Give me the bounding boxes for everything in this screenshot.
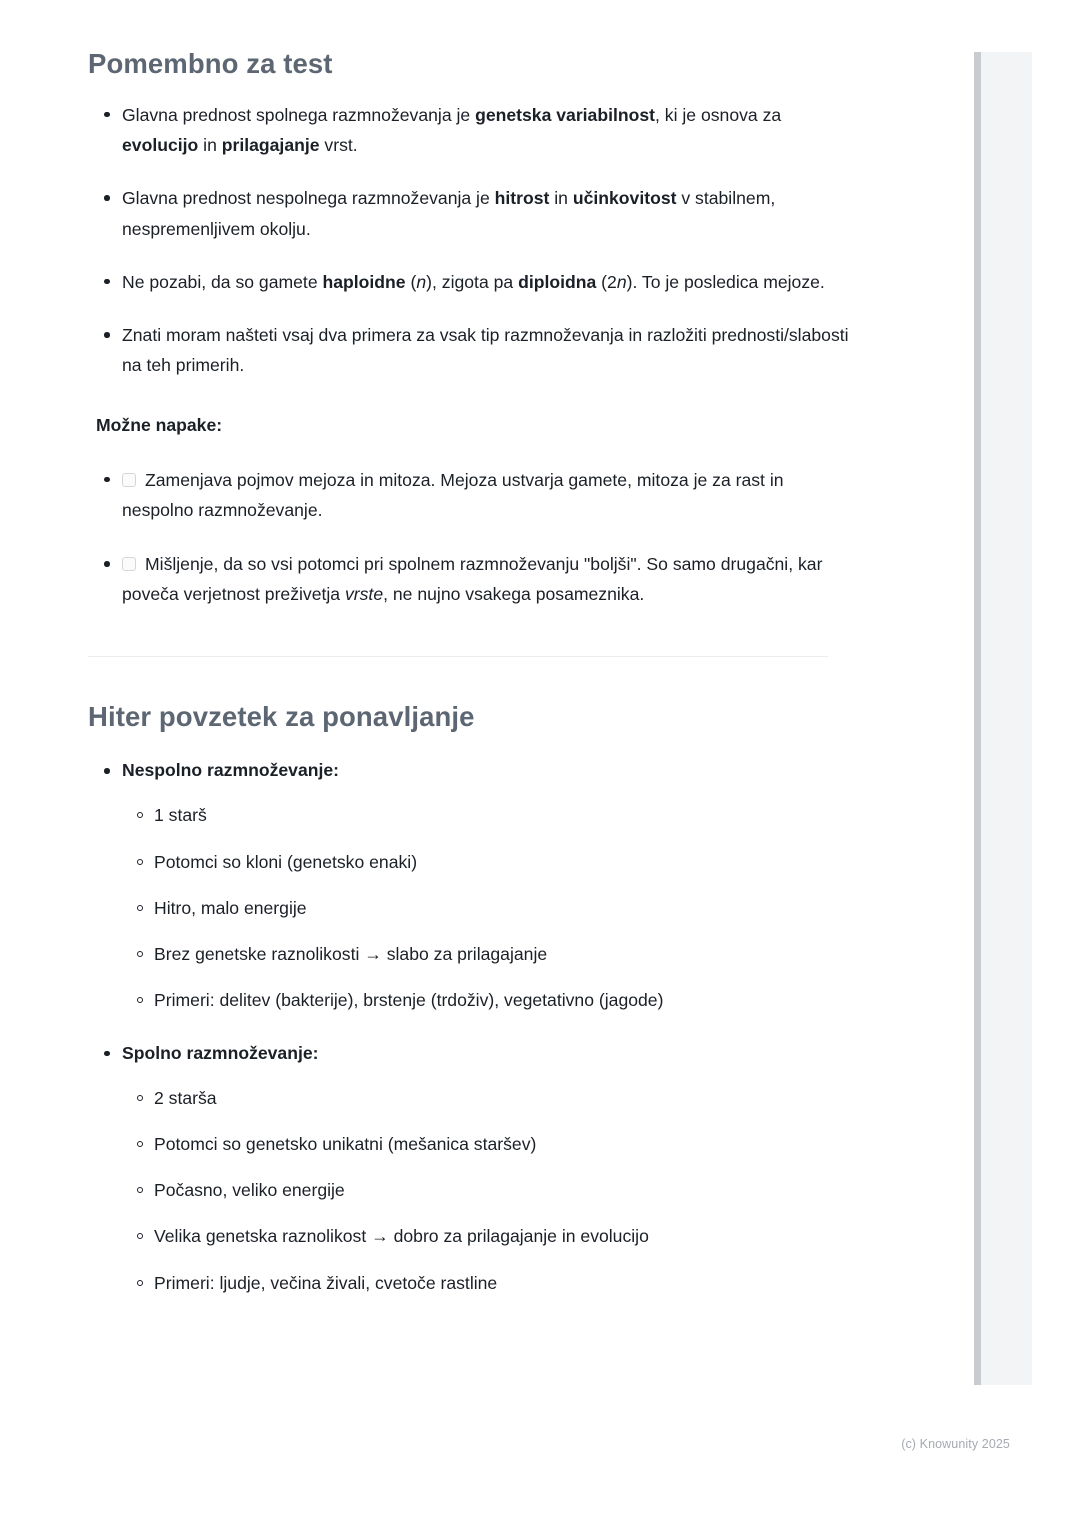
- text-run: Znati moram našteti vsaj dva primera za vsak tip razmnoževanja in razložiti prednosti/slabosti na teh primerih.: [122, 325, 849, 376]
- mistakes-heading: Možne napake:: [96, 414, 223, 435]
- right-scroll-panel: [974, 52, 1032, 1385]
- key-point-item: [88, 267, 852, 297]
- summary-group: [88, 1039, 852, 1297]
- key-points-list: [88, 100, 852, 381]
- summary-sub-item: Primeri: ljudje, večina živali, cvetoče rastline: [122, 1270, 852, 1297]
- text-run: v stabilnem, nespremenljivem okolju.: [122, 188, 776, 239]
- text-run: evolucijo: [122, 135, 199, 155]
- section-divider: [88, 656, 828, 657]
- text-run: hitrost: [494, 188, 550, 209]
- text-run: Mišljenje, da so vsi potomci pri spolnem razmnoževanju "boljši". So samo drugačni, kar poveča verjetnost preživetja: [122, 554, 823, 605]
- summary-sub-item: Potomci so genetsko unikatni (mešanica staršev): [122, 1131, 852, 1158]
- summary-sub-item: Počasno, veliko energije: [122, 1177, 852, 1204]
- text-run: Ne pozabi, da so gamete: [122, 271, 323, 292]
- text-run: vrste: [344, 584, 384, 605]
- summary-sub-item: Velika genetska raznolikost → dobro za prilagajanje in evolucijo: [122, 1223, 852, 1250]
- text-run: prilagajanje: [221, 135, 320, 155]
- scrollbar-thumb[interactable]: [974, 52, 981, 1385]
- text-run: ). To je posledica mejoze.: [626, 271, 825, 292]
- summary-group: [88, 756, 852, 1014]
- summary-sub-item: Hitro, malo energije: [122, 895, 852, 922]
- checkbox-unchecked-icon[interactable]: [122, 473, 136, 487]
- section-title-hiter-povzetek: Hiter povzetek za ponavljanje: [88, 700, 475, 732]
- text-run: (2: [596, 271, 617, 292]
- key-point-item: [88, 320, 852, 381]
- text-run: Glavna prednost nespolnega razmnoževanja je: [122, 188, 495, 209]
- text-run: vrst.: [319, 135, 358, 155]
- common-mistakes-list: [88, 465, 852, 610]
- summary-sub-list: [122, 1085, 852, 1297]
- key-point-item: [88, 100, 852, 161]
- text-run: , ki je osnova za: [655, 104, 782, 125]
- summary-sub-item: Primeri: delitev (bakterije), brstenje (trdoživ), vegetativno (jagode): [122, 987, 852, 1014]
- footer-copyright: (c) Knowunity 2025: [901, 1437, 1010, 1451]
- summary-group-label: Spolno razmnoževanje:: [122, 1042, 319, 1063]
- text-run: n: [616, 271, 627, 292]
- text-run: genetska variabilnost: [475, 104, 655, 125]
- summary-group-label: Nespolno razmnoževanje:: [122, 760, 340, 781]
- summary-list: [88, 756, 852, 1296]
- text-run: , ne nujno vsakega posameznika.: [383, 584, 645, 605]
- text-run: učinkovitost: [572, 188, 677, 209]
- checkbox-unchecked-icon[interactable]: [122, 557, 136, 571]
- summary-sub-item: 1 starš: [122, 802, 852, 829]
- summary-sub-item: Potomci so kloni (genetsko enaki): [122, 849, 852, 876]
- summary-sub-item: 2 starša: [122, 1085, 852, 1112]
- text-run: haploidne: [322, 271, 406, 292]
- text-run: in: [549, 188, 573, 209]
- text-run: in: [198, 135, 222, 155]
- mistake-item: [88, 549, 852, 610]
- text-run: ), zigota pa: [426, 271, 519, 292]
- text-run: n: [416, 271, 427, 292]
- text-run: diploidna: [518, 271, 597, 292]
- section-title-pomembno-za-test: Pomembno za test: [88, 48, 333, 79]
- summary-sub-list: [122, 802, 852, 1014]
- text-run: (: [405, 271, 417, 292]
- summary-sub-item: Brez genetske raznolikosti → slabo za prilagajanje: [122, 941, 852, 968]
- text-run: Zamenjava pojmov mejoza in mitoza. Mejoza ustvarja gamete, mitoza je za rast in nespolno razmnoževanje.: [122, 469, 784, 520]
- mistake-item: [88, 465, 852, 526]
- text-run: Glavna prednost spolnega razmnoževanja je: [122, 104, 476, 125]
- key-point-item: [88, 183, 852, 244]
